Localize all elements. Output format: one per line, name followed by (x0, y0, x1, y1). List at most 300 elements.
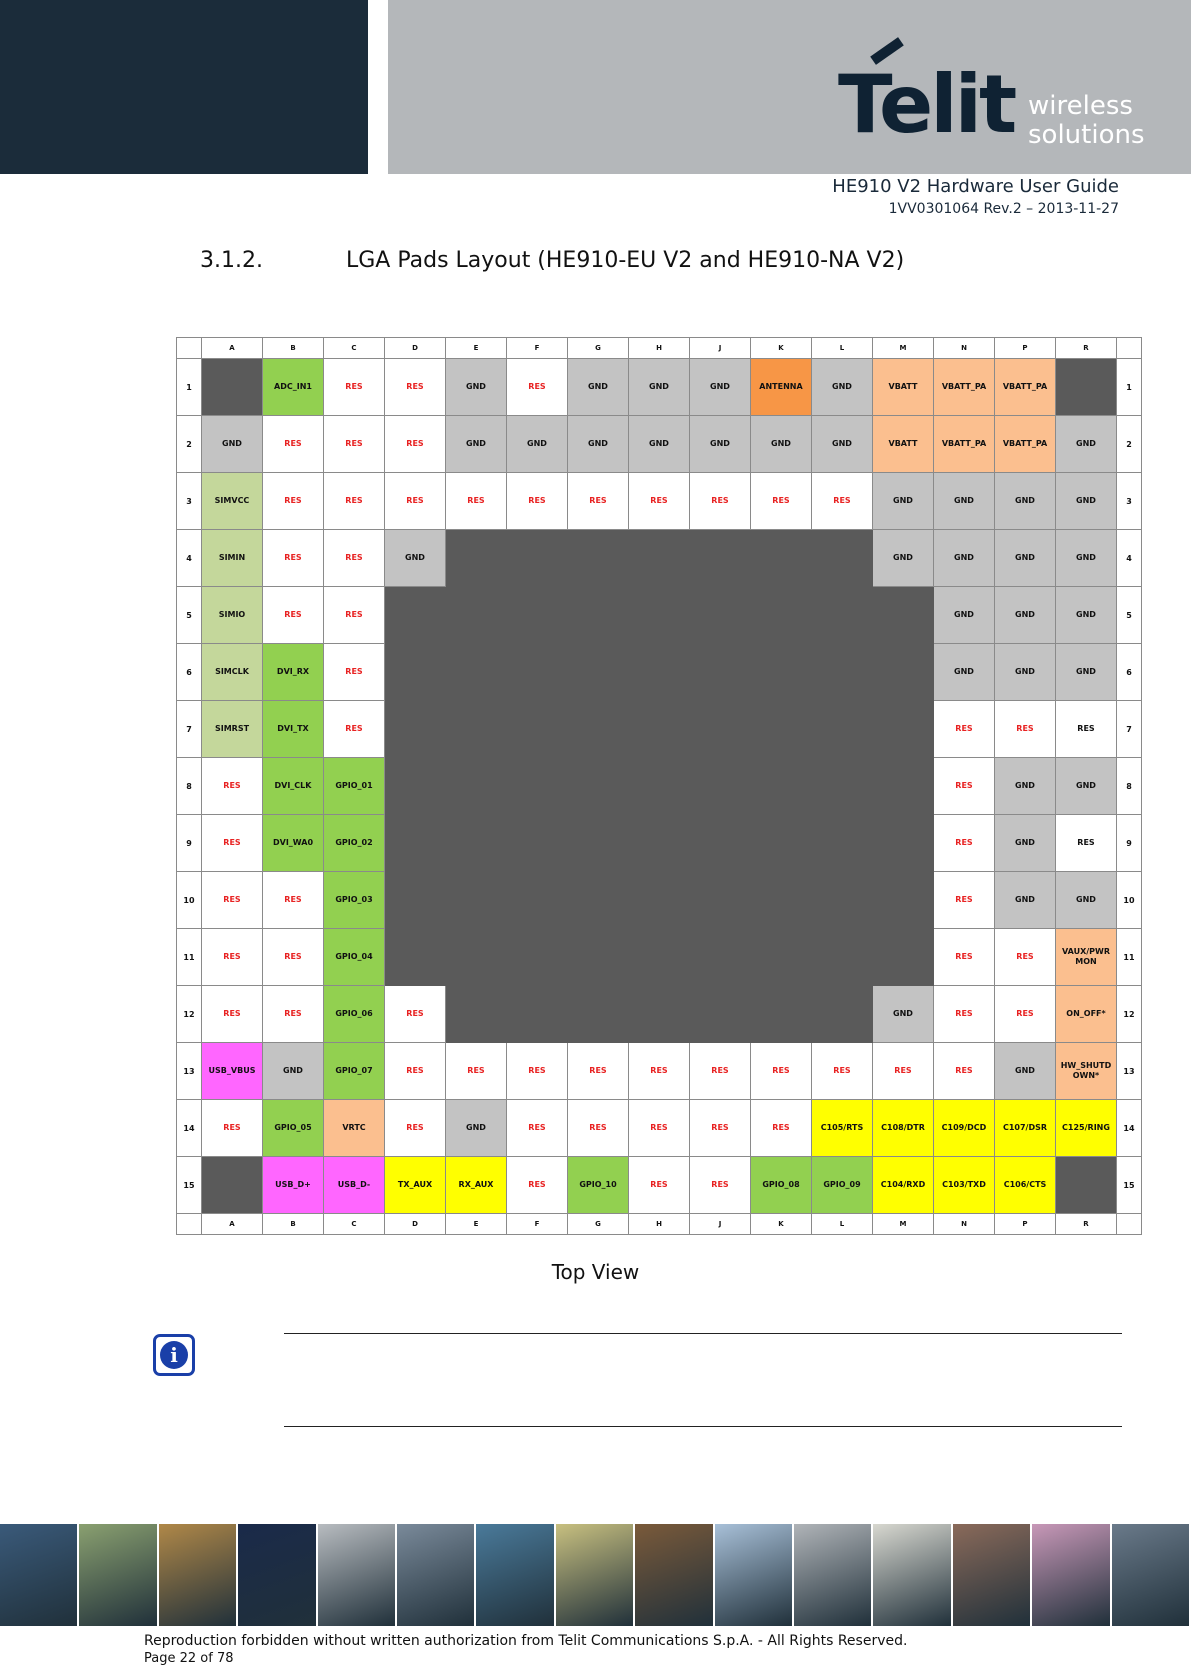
pad-cell: RES (751, 1100, 812, 1157)
module-center-area (446, 701, 507, 758)
module-center-area (507, 701, 568, 758)
row-label: 2 (177, 416, 202, 473)
pad-cell: GND (995, 530, 1056, 587)
pad-cell: RES (568, 1100, 629, 1157)
row-label: 14 (177, 1100, 202, 1157)
module-center-area (507, 872, 568, 929)
footer-photo-tile (1112, 1524, 1191, 1626)
pad-cell: VBATT (873, 359, 934, 416)
module-center-area (873, 644, 934, 701)
document-reference: 1VV0301064 Rev.2 – 2013-11-27 (888, 201, 1119, 217)
pad-cell: RES (324, 644, 385, 701)
pad-cell: GND (1056, 416, 1117, 473)
pad-cell: GND (873, 986, 934, 1043)
row-label: 1 (1117, 359, 1142, 416)
pad-cell: RES (263, 872, 324, 929)
row-label: 15 (1117, 1157, 1142, 1214)
pad-cell: RES (263, 587, 324, 644)
module-center-area (629, 758, 690, 815)
pad-cell: GND (934, 644, 995, 701)
module-center-area (629, 530, 690, 587)
module-center-area (812, 530, 873, 587)
row-label: 7 (1117, 701, 1142, 758)
pad-cell: GND (1056, 530, 1117, 587)
info-icon (153, 1334, 195, 1376)
column-label-j: J (690, 1214, 751, 1235)
pad-cell: RES (324, 359, 385, 416)
column-label-f: F (507, 338, 568, 359)
module-center-area (812, 872, 873, 929)
pad-cell: GND (202, 416, 263, 473)
module-center-area (446, 644, 507, 701)
row-label: 13 (1117, 1043, 1142, 1100)
column-label-g: G (568, 1214, 629, 1235)
module-center-area (629, 929, 690, 986)
copyright-notice: Reproduction forbidden without written authorization from Telit Communications S.p.A. - All Rights Reserved. (144, 1633, 908, 1649)
pad-cell: GND (629, 416, 690, 473)
column-label-e: E (446, 1214, 507, 1235)
pad-cell: RES (995, 701, 1056, 758)
module-center-area (751, 587, 812, 644)
pad-cell: GND (934, 473, 995, 530)
module-center-area (629, 815, 690, 872)
pad-cell: GND (385, 530, 446, 587)
pad-row (177, 530, 1142, 587)
pad-cell: GND (934, 587, 995, 644)
pad-cell: RES (568, 473, 629, 530)
logo-wordmark: Telit (838, 58, 1015, 151)
column-label-c: C (324, 338, 385, 359)
pad-cell: RES (934, 758, 995, 815)
pad-cell: GND (1056, 758, 1117, 815)
pad-cell: RES (202, 872, 263, 929)
module-center-area (507, 758, 568, 815)
pad-cell: RX_AUX (446, 1157, 507, 1214)
pad-cell: GPIO_07 (324, 1043, 385, 1100)
module-center-area (690, 872, 751, 929)
pad-cell: RES (934, 929, 995, 986)
column-label-g: G (568, 338, 629, 359)
pad-cell: GPIO_08 (751, 1157, 812, 1214)
column-label-p: P (995, 338, 1056, 359)
footer-photo-tile (1032, 1524, 1111, 1626)
row-label: 9 (177, 815, 202, 872)
row-label: 8 (1117, 758, 1142, 815)
pad-cell: RES (690, 1157, 751, 1214)
telit-logo (838, 60, 1158, 150)
pad-cell: RES (507, 359, 568, 416)
column-label-f: F (507, 1214, 568, 1235)
pad-row (177, 1043, 1142, 1100)
pad-cell: SIMVCC (202, 473, 263, 530)
module-center-area (629, 701, 690, 758)
pad-cell: GND (873, 530, 934, 587)
pad-cell: GND (568, 359, 629, 416)
pad-cell: C125/RING (1056, 1100, 1117, 1157)
pad-cell: USB_D+ (263, 1157, 324, 1214)
module-center-area (446, 872, 507, 929)
module-center-area (446, 587, 507, 644)
module-center-area (568, 872, 629, 929)
module-center-area (812, 929, 873, 986)
module-center-area (568, 587, 629, 644)
module-center-area (629, 986, 690, 1043)
row-label: 9 (1117, 815, 1142, 872)
logo-tagline-wireless: wireless (1028, 91, 1133, 121)
pad-table (176, 337, 1142, 1235)
pad-cell: RES (1056, 815, 1117, 872)
module-center-area (629, 644, 690, 701)
module-center-area (751, 986, 812, 1043)
module-center-area (751, 815, 812, 872)
pad-cell: VBATT_PA (934, 416, 995, 473)
pad-cell: VBATT_PA (995, 359, 1056, 416)
pad-row (177, 986, 1142, 1043)
pad-cell: RES (629, 1157, 690, 1214)
module-center-area (690, 530, 751, 587)
module-center-area (751, 701, 812, 758)
pad-cell: GND (568, 416, 629, 473)
pad-cell: GND (629, 359, 690, 416)
pad-row (177, 758, 1142, 815)
pad-row (177, 644, 1142, 701)
pad-cell: GND (812, 416, 873, 473)
module-center-area (385, 815, 446, 872)
pad-cell: RES (202, 986, 263, 1043)
row-label: 4 (1117, 530, 1142, 587)
pad-row (177, 1157, 1142, 1214)
pad-row (177, 359, 1142, 416)
module-center-area (812, 815, 873, 872)
module-center-area (873, 815, 934, 872)
pad-cell: RES (324, 701, 385, 758)
pad-cell: RES (385, 359, 446, 416)
pad-row (177, 929, 1142, 986)
module-center-area (568, 530, 629, 587)
module-center-area (568, 986, 629, 1043)
pad-cell: VAUX/PWR MON (1056, 929, 1117, 986)
pad-cell (1056, 1157, 1117, 1214)
pad-cell: GND (995, 473, 1056, 530)
note-top-rule (284, 1333, 1122, 1334)
pad-cell: C105/RTS (812, 1100, 873, 1157)
module-center-area (446, 986, 507, 1043)
footer-photo-tile (556, 1524, 635, 1626)
column-label-d: D (385, 1214, 446, 1235)
column-label-k: K (751, 338, 812, 359)
pad-cell: GPIO_09 (812, 1157, 873, 1214)
pad-cell: DVI_RX (263, 644, 324, 701)
pad-cell: RES (446, 1043, 507, 1100)
pad-cell: ADC_IN1 (263, 359, 324, 416)
header-dark-band (0, 0, 368, 174)
column-label-m: M (873, 1214, 934, 1235)
pad-cell: RES (202, 758, 263, 815)
pad-cell: RES (934, 872, 995, 929)
module-center-area (812, 758, 873, 815)
column-label-b: B (263, 338, 324, 359)
pad-cell: RES (1056, 701, 1117, 758)
pad-cell: RES (385, 1100, 446, 1157)
pad-cell: RES (263, 929, 324, 986)
module-center-area (385, 701, 446, 758)
row-label: 5 (177, 587, 202, 644)
module-center-area (568, 758, 629, 815)
row-label: 4 (177, 530, 202, 587)
column-label-p: P (995, 1214, 1056, 1235)
row-label: 11 (1117, 929, 1142, 986)
pad-cell: RES (202, 815, 263, 872)
footer-photo-tile (873, 1524, 952, 1626)
pad-cell: C103/TXD (934, 1157, 995, 1214)
logo-tagline-solutions: solutions (1028, 120, 1145, 150)
pad-cell: GPIO_03 (324, 872, 385, 929)
pad-cell: DVI_TX (263, 701, 324, 758)
pad-cell: GND (995, 758, 1056, 815)
pad-cell: SIMCLK (202, 644, 263, 701)
pad-cell: RES (873, 1043, 934, 1100)
pad-cell: GND (934, 530, 995, 587)
module-center-area (507, 929, 568, 986)
pad-cell: RES (934, 1043, 995, 1100)
module-center-area (507, 530, 568, 587)
pad-cell: DVI_WA0 (263, 815, 324, 872)
row-label: 3 (177, 473, 202, 530)
row-label: 6 (1117, 644, 1142, 701)
pad-row (177, 701, 1142, 758)
page-number: Page 22 of 78 (144, 1651, 234, 1666)
pad-cell (202, 1157, 263, 1214)
pad-cell: RES (690, 1043, 751, 1100)
pad-cell: RES (385, 986, 446, 1043)
row-label: 5 (1117, 587, 1142, 644)
note-bottom-rule (284, 1426, 1122, 1427)
pad-cell: RES (324, 416, 385, 473)
module-center-area (507, 815, 568, 872)
row-label: 7 (177, 701, 202, 758)
module-center-area (690, 701, 751, 758)
pad-cell: GND (995, 815, 1056, 872)
corner-cell (1117, 338, 1142, 359)
module-center-area (873, 701, 934, 758)
pad-cell: RES (385, 416, 446, 473)
pad-row (177, 872, 1142, 929)
corner-cell (177, 338, 202, 359)
pad-cell: SIMIO (202, 587, 263, 644)
module-center-area (690, 815, 751, 872)
row-label: 12 (1117, 986, 1142, 1043)
pad-cell: GND (995, 872, 1056, 929)
column-label-h: H (629, 1214, 690, 1235)
pad-cell: HW_SHUTD OWN* (1056, 1043, 1117, 1100)
pad-row (177, 1100, 1142, 1157)
module-center-area (812, 644, 873, 701)
column-label-h: H (629, 338, 690, 359)
section-number: 3.1.2. (200, 248, 263, 273)
footer-photo-strip (0, 1524, 1191, 1626)
column-label-n: N (934, 338, 995, 359)
pad-cell: GND (1056, 473, 1117, 530)
pad-cell: RES (324, 473, 385, 530)
module-center-area (873, 587, 934, 644)
module-center-area (873, 758, 934, 815)
row-label: 11 (177, 929, 202, 986)
pad-row (177, 587, 1142, 644)
pad-cell: GPIO_04 (324, 929, 385, 986)
row-label: 10 (1117, 872, 1142, 929)
lga-pad-layout (176, 337, 1142, 1235)
module-center-area (873, 929, 934, 986)
pad-cell: GND (507, 416, 568, 473)
pad-cell: RES (507, 473, 568, 530)
row-label: 6 (177, 644, 202, 701)
pad-cell: RES (263, 473, 324, 530)
module-center-area (568, 644, 629, 701)
module-center-area (751, 530, 812, 587)
column-label-k: K (751, 1214, 812, 1235)
pad-cell: RES (629, 1043, 690, 1100)
section-title: LGA Pads Layout (HE910-EU V2 and HE910-NA V2) (346, 248, 905, 273)
row-label: 2 (1117, 416, 1142, 473)
column-label-b: B (263, 1214, 324, 1235)
module-center-area (629, 872, 690, 929)
pad-cell: RES (385, 1043, 446, 1100)
pad-cell: GND (751, 416, 812, 473)
pad-cell: GPIO_05 (263, 1100, 324, 1157)
pad-cell: ANTENNA (751, 359, 812, 416)
pad-cell: RES (446, 473, 507, 530)
row-label: 13 (177, 1043, 202, 1100)
pad-cell: GND (995, 587, 1056, 644)
row-label: 12 (177, 986, 202, 1043)
document-title: HE910 V2 Hardware User Guide (832, 176, 1119, 197)
module-center-area (812, 587, 873, 644)
pad-cell: GND (812, 359, 873, 416)
module-center-area (873, 872, 934, 929)
module-center-area (690, 986, 751, 1043)
pad-cell: RES (324, 587, 385, 644)
pad-cell: RES (934, 701, 995, 758)
pad-cell: RES (629, 1100, 690, 1157)
module-center-area (446, 815, 507, 872)
module-center-area (690, 758, 751, 815)
module-center-area (690, 587, 751, 644)
pad-cell: RES (751, 1043, 812, 1100)
pad-cell: RES (263, 416, 324, 473)
pad-cell: RES (812, 1043, 873, 1100)
column-label-j: J (690, 338, 751, 359)
pad-cell: C104/RXD (873, 1157, 934, 1214)
module-center-area (568, 929, 629, 986)
row-label: 15 (177, 1157, 202, 1214)
column-label-d: D (385, 338, 446, 359)
footer-photo-tile (159, 1524, 238, 1626)
footer-photo-tile (238, 1524, 317, 1626)
module-center-area (385, 758, 446, 815)
pad-cell: RES (507, 1157, 568, 1214)
column-header-bottom (177, 1214, 1142, 1235)
pad-cell: GND (690, 416, 751, 473)
pad-cell: RES (629, 473, 690, 530)
module-center-area (446, 530, 507, 587)
pad-cell: RES (385, 473, 446, 530)
module-center-area (751, 644, 812, 701)
pad-cell: RES (263, 530, 324, 587)
pad-cell: VBATT_PA (995, 416, 1056, 473)
pad-cell: RES (324, 530, 385, 587)
footer-photo-tile (397, 1524, 476, 1626)
corner-cell (1117, 1214, 1142, 1235)
module-center-area (507, 986, 568, 1043)
pad-cell: GND (1056, 872, 1117, 929)
figure-caption: Top View (551, 1260, 640, 1284)
footer-photo-tile (476, 1524, 555, 1626)
pad-cell: GND (995, 644, 1056, 701)
pad-cell: RES (507, 1043, 568, 1100)
pad-cell: RES (263, 986, 324, 1043)
pad-cell: TX_AUX (385, 1157, 446, 1214)
footer-photo-tile (0, 1524, 79, 1626)
module-center-area (690, 929, 751, 986)
pad-cell: GND (690, 359, 751, 416)
row-label: 10 (177, 872, 202, 929)
pad-cell: GND (995, 1043, 1056, 1100)
column-label-r: R (1056, 1214, 1117, 1235)
column-label-l: L (812, 338, 873, 359)
module-center-area (385, 929, 446, 986)
pad-cell: RES (812, 473, 873, 530)
column-label-a: A (202, 338, 263, 359)
pad-cell: RES (934, 986, 995, 1043)
pad-cell: RES (690, 473, 751, 530)
corner-cell (177, 1214, 202, 1235)
row-label: 3 (1117, 473, 1142, 530)
pad-cell: GND (446, 1100, 507, 1157)
pad-cell: C106/CTS (995, 1157, 1056, 1214)
pad-cell: GND (873, 473, 934, 530)
pad-cell: RES (202, 1100, 263, 1157)
pad-cell: GPIO_01 (324, 758, 385, 815)
module-center-area (385, 587, 446, 644)
info-icon-circle: i (160, 1341, 188, 1369)
pad-cell: ON_OFF* (1056, 986, 1117, 1043)
pad-row (177, 473, 1142, 530)
pad-cell (202, 359, 263, 416)
pad-cell (1056, 359, 1117, 416)
module-center-area (446, 758, 507, 815)
pad-cell: RES (690, 1100, 751, 1157)
pad-cell: GND (263, 1043, 324, 1100)
module-center-area (629, 587, 690, 644)
footer-photo-tile (953, 1524, 1032, 1626)
pad-row (177, 815, 1142, 872)
pad-cell: GND (446, 416, 507, 473)
pad-row (177, 416, 1142, 473)
pad-cell: SIMIN (202, 530, 263, 587)
pad-cell: RES (995, 986, 1056, 1043)
column-label-e: E (446, 338, 507, 359)
pad-cell: VBATT_PA (934, 359, 995, 416)
module-center-area (446, 929, 507, 986)
pad-cell: C108/DTR (873, 1100, 934, 1157)
column-label-l: L (812, 1214, 873, 1235)
module-center-area (751, 758, 812, 815)
pad-cell: C107/DSR (995, 1100, 1056, 1157)
module-center-area (812, 986, 873, 1043)
column-label-n: N (934, 1214, 995, 1235)
pad-cell: RES (507, 1100, 568, 1157)
pad-cell: RES (995, 929, 1056, 986)
